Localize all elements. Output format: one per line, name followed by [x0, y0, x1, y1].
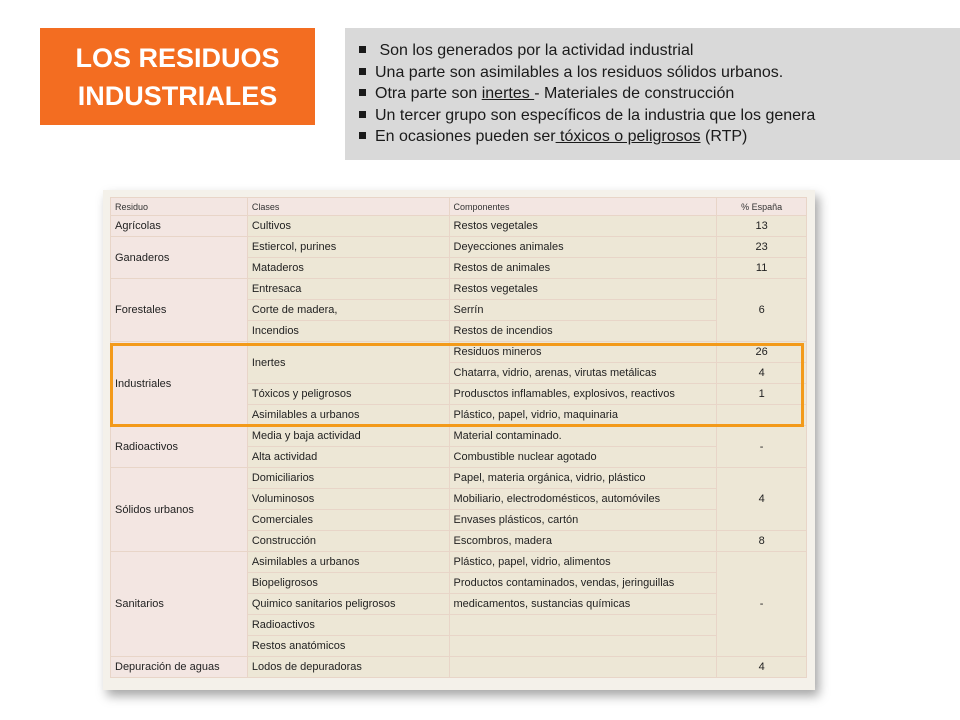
- porcentaje-cell: -: [717, 552, 807, 657]
- table-row: [111, 237, 807, 258]
- bullet-item: [359, 83, 960, 105]
- componentes-cell: Restos de incendios: [449, 321, 717, 342]
- componentes-cell: [449, 615, 717, 636]
- bullet-item: [359, 62, 960, 84]
- table-row: [111, 552, 807, 573]
- clase-cell: Restos anatómicos: [247, 636, 449, 657]
- residuo-cell: Radioactivos: [111, 426, 248, 468]
- clase-cell: Alta actividad: [247, 447, 449, 468]
- componentes-cell: medicamentos, sustancias químicas: [449, 594, 717, 615]
- componentes-cell: Restos de animales: [449, 258, 717, 279]
- clase-cell: Voluminosos: [247, 489, 449, 510]
- porcentaje-cell: 11: [717, 258, 807, 279]
- table-row: [111, 468, 807, 489]
- residuo-cell: Sólidos urbanos: [111, 468, 248, 552]
- square-bullet-icon: [359, 89, 366, 96]
- table-row: [111, 342, 807, 363]
- table-panel: [103, 190, 815, 690]
- componentes-cell: Escombros, madera: [449, 531, 717, 552]
- componentes-cell: [449, 657, 717, 678]
- componentes-cell: Residuos mineros: [449, 342, 717, 363]
- porcentaje-cell: [717, 405, 807, 426]
- square-bullet-icon: [359, 68, 366, 75]
- bullet-text: Un tercer grupo son específicos de la industria que los genera: [375, 106, 816, 124]
- clase-cell: Inertes: [247, 342, 449, 384]
- clase-cell: Asimilables a urbanos: [247, 552, 449, 573]
- clase-cell: Radioactivos: [247, 615, 449, 636]
- table-row: [111, 279, 807, 300]
- bullet-list: [345, 28, 960, 148]
- clase-cell: Entresaca: [247, 279, 449, 300]
- bullet-text: Otra parte son: [375, 85, 482, 102]
- table-row: [111, 216, 807, 237]
- clase-cell: Quimico sanitarios peligrosos: [247, 594, 449, 615]
- underlined-term: inertes: [481, 85, 535, 102]
- componentes-cell: Combustible nuclear agotado: [449, 447, 717, 468]
- title-line-1: LOS RESIDUOS: [75, 42, 280, 73]
- componentes-cell: Plástico, papel, vidrio, alimentos: [449, 552, 717, 573]
- porcentaje-cell: 23: [717, 237, 807, 258]
- clase-cell: Estiercol, purines: [247, 237, 449, 258]
- porcentaje-cell: 6: [717, 279, 807, 342]
- bullet-text: (RTP): [700, 128, 748, 145]
- componentes-cell: Mobiliario, electrodomésticos, automóviles: [449, 489, 717, 510]
- bullet-text: Una parte son asimilables a los residuos sólidos urbanos.: [375, 63, 784, 81]
- componentes-cell: Serrín: [449, 300, 717, 321]
- square-bullet-icon: [359, 111, 366, 118]
- underlined-term: tóxicos o peligrosos: [555, 128, 701, 145]
- componentes-cell: Chatarra, vidrio, arenas, virutas metálicas: [449, 363, 717, 384]
- column-header: Residuo: [111, 198, 248, 216]
- clase-cell: Incendios: [247, 321, 449, 342]
- componentes-cell: [449, 636, 717, 657]
- componentes-cell: Plástico, papel, vidrio, maquinaria: [449, 405, 717, 426]
- bullet-item: [359, 105, 960, 127]
- porcentaje-cell: -: [717, 426, 807, 468]
- bullet-item: [359, 126, 960, 148]
- bullet-text: Son los generados por la actividad industrial: [375, 42, 694, 59]
- porcentaje-cell: 13: [717, 216, 807, 237]
- bullet-text: - Materiales de construcción: [534, 85, 735, 102]
- componentes-cell: Material contaminado.: [449, 426, 717, 447]
- square-bullet-icon: [359, 132, 366, 139]
- column-header: Componentes: [449, 198, 717, 216]
- table-row: [111, 426, 807, 447]
- porcentaje-cell: 4: [717, 363, 807, 384]
- clase-cell: Domiciliarios: [247, 468, 449, 489]
- clase-cell: Mataderos: [247, 258, 449, 279]
- residuo-cell: Sanitarios: [111, 552, 248, 657]
- bullet-text: En ocasiones pueden ser: [375, 128, 556, 145]
- residuo-cell: Industriales: [111, 342, 248, 426]
- table-row: [111, 657, 807, 678]
- clase-cell: Media y baja actividad: [247, 426, 449, 447]
- residuo-cell: Depuración de aguas: [111, 657, 248, 678]
- porcentaje-cell: 26: [717, 342, 807, 363]
- clase-cell: Biopeligrosos: [247, 573, 449, 594]
- residuo-cell: Agrícolas: [111, 216, 248, 237]
- componentes-cell: Productos contaminados, vendas, jeringuillas: [449, 573, 717, 594]
- waste-table: [110, 197, 807, 678]
- slide-title: [40, 28, 315, 125]
- componentes-cell: Envases plásticos, cartón: [449, 510, 717, 531]
- clase-cell: Lodos de depuradoras: [247, 657, 449, 678]
- componentes-cell: Restos vegetales: [449, 279, 717, 300]
- title-line-2: INDUSTRIALES: [77, 80, 278, 111]
- table-header-row: [111, 198, 807, 216]
- porcentaje-cell: 8: [717, 531, 807, 552]
- clase-cell: Tóxicos y peligrosos: [247, 384, 449, 405]
- square-bullet-icon: [359, 46, 366, 53]
- column-header: Clases: [247, 198, 449, 216]
- bullet-box: [345, 28, 960, 160]
- bullet-item: [359, 40, 960, 62]
- clase-cell: Comerciales: [247, 510, 449, 531]
- porcentaje-cell: 4: [717, 468, 807, 531]
- componentes-cell: Restos vegetales: [449, 216, 717, 237]
- clase-cell: Asimilables a urbanos: [247, 405, 449, 426]
- porcentaje-cell: 4: [717, 657, 807, 678]
- residuo-cell: Forestales: [111, 279, 248, 342]
- componentes-cell: Papel, materia orgánica, vidrio, plástico: [449, 468, 717, 489]
- porcentaje-cell: 1: [717, 384, 807, 405]
- clase-cell: Construcción: [247, 531, 449, 552]
- componentes-cell: Deyecciones animales: [449, 237, 717, 258]
- residuo-cell: Ganaderos: [111, 237, 248, 279]
- column-header: % España: [717, 198, 807, 216]
- componentes-cell: Produsctos inflamables, explosivos, reactivos: [449, 384, 717, 405]
- clase-cell: Cultivos: [247, 216, 449, 237]
- clase-cell: Corte de madera,: [247, 300, 449, 321]
